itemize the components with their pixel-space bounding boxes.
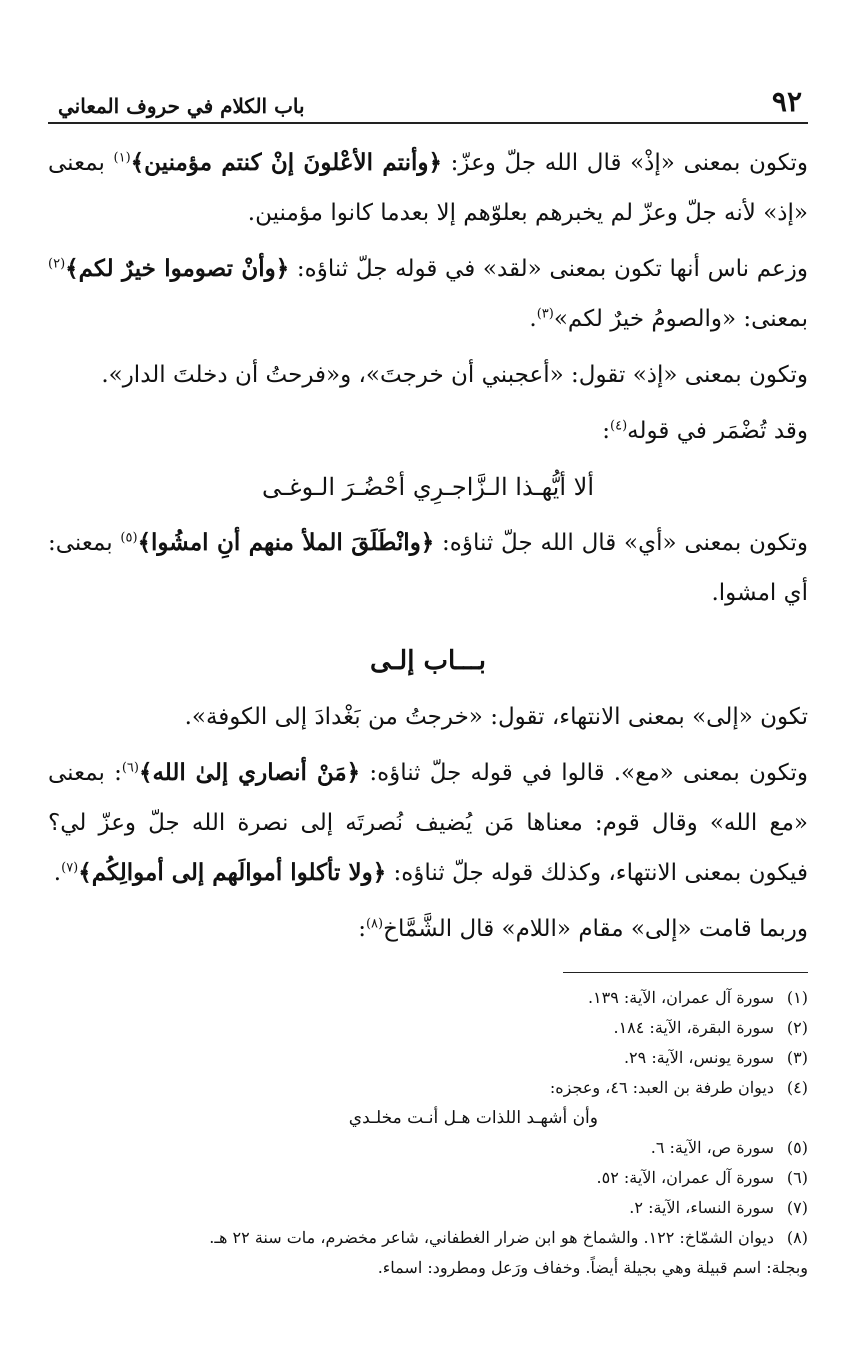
footnote-ref: (٣) [536, 306, 554, 322]
quran-quote: ﴿وانْطَلَقَ الملأ منهم أنِ امشُوا﴾ [137, 529, 435, 556]
footnote-text: ديوان طرفة بن العبد: ٤٦، وعجزه: [549, 1078, 774, 1097]
footnote-text: سورة البقرة، الآية: ١٨٤. [613, 1018, 774, 1037]
footnote-text: سورة يونس، الآية: ٢٩. [623, 1048, 774, 1067]
paragraph-text: وقد تُضْمَر في قوله [627, 418, 808, 444]
footnote-ref: (٥) [120, 530, 138, 546]
footnote-verse: وأن أشهـد اللذات هـل أنـت مخلـدي [348, 1108, 598, 1128]
footnote-divider [563, 972, 808, 973]
footnote-text: ديوان الشمّاخ: ١٢٢. والشماخ هو ابن ضرار الغطفاني، شاعر مخضرم، مات سنة ٢٢ هـ. [209, 1228, 774, 1247]
footnote [48, 1193, 808, 1223]
paragraph-text: وتكون بمعنى «مع». قالوا في قوله جلّ ثناؤه: [360, 760, 808, 786]
footnote-text: سورة آل عمران، الآية: ٥٢. [596, 1168, 774, 1187]
paragraph-text: : [602, 418, 611, 444]
paragraph [48, 748, 808, 898]
footnote [48, 1223, 808, 1253]
page-number: ٩٢ [771, 85, 802, 118]
footnote-number: (٦) [786, 1168, 808, 1187]
paragraph-text: بمعنى: «والصومُ خيرٌ لكم» [553, 306, 808, 332]
book-page [48, 78, 808, 1283]
paragraph-text: بمعنى: أي امشوا. [48, 530, 808, 606]
paragraph-text: وتكون بمعنى «أي» قال الله جلّ ثناؤه: [434, 530, 808, 556]
main-text [48, 138, 808, 954]
footnote [48, 1013, 808, 1043]
footnote-text: سورة ص، الآية: ٦. [650, 1138, 774, 1157]
footnote-ref: (٢) [48, 256, 66, 272]
footnote-ref: (٧) [61, 860, 79, 876]
footnote-ref: (٤) [610, 418, 628, 434]
running-title: باب الكلام في حروف المعاني [58, 94, 305, 118]
footnote [48, 983, 808, 1013]
paragraph [48, 244, 808, 344]
footnote-text: سورة النساء، الآية: ٢. [629, 1198, 774, 1217]
footnote-number: (٨) [786, 1228, 808, 1247]
footnote-continuation: وبجلة: اسم قبيلة وهي بجيلة أيضاً. وخفاف ورَعل ومطرود: اسماء. [377, 1258, 808, 1277]
paragraph-text: . [529, 306, 537, 332]
paragraph-text: تكون «إلى» بمعنى الانتهاء، تقول: «خرجتُ من بَغْدادَ إلى الكوفة». [184, 704, 808, 730]
paragraph [48, 904, 808, 954]
footnote [48, 1043, 808, 1073]
footnote-ref: (١) [113, 150, 131, 166]
paragraph [48, 350, 808, 400]
paragraph-text: وزعم ناس أنها تكون بمعنى «لقد» في قوله جلّ ثناؤه: [289, 256, 808, 282]
paragraph [48, 406, 808, 456]
footnote-text: سورة آل عمران، الآية: ١٣٩. [587, 988, 774, 1007]
footnote-number: (٥) [786, 1138, 808, 1157]
section-title: بـــاب إلـى [370, 646, 486, 676]
quran-quote: ﴿مَنْ أنصاري إلىٰ الله﴾ [138, 759, 361, 786]
footnote-number: (٤) [786, 1078, 808, 1097]
quran-quote: ﴿وأنتم الأعْلونَ إنْ كنتم مؤمنين﴾ [130, 149, 442, 176]
quran-quote: ﴿ولا تأكلوا أموالَهم إلى أموالِكُم﴾ [78, 859, 387, 886]
paragraph [48, 518, 808, 618]
paragraph-text: بمعنى «إذ» لأنه جلّ وعزّ لم يخبرهم بعلوّهم إلا بعدما كانوا مؤمنين. [48, 150, 808, 226]
paragraph [48, 692, 808, 742]
paragraph-text: وتكون بمعنى «إذ» تقول: «أعجبني أن خرجتَ»، و«فرحتُ أن دخلتَ الدار». [101, 362, 808, 388]
paragraph [48, 138, 808, 238]
paragraph-text: وربما قامت «إلى» مقام «اللام» قال الشَّمَّاخ [383, 916, 808, 942]
footnote-number: (١) [786, 988, 808, 1007]
footnote [48, 1073, 808, 1103]
paragraph-text: وتكون بمعنى «إذْ» قال الله جلّ وعزّ: [442, 150, 808, 176]
poetry-verse: ألا أيُّهـذا الـزَّاجـرِي أحْضُـرَ الـوغـى [262, 473, 594, 501]
footnote-number: (٧) [786, 1198, 808, 1217]
footnotes [48, 983, 808, 1283]
footnote-ref: (٨) [365, 916, 384, 932]
footnote [48, 1163, 808, 1193]
footnote-number: (٣) [786, 1048, 808, 1067]
quran-quote: ﴿وأنْ تصوموا خيرٌ لكم﴾ [65, 255, 290, 282]
footnote-ref: (٦) [121, 760, 139, 776]
footnote-number: (٢) [786, 1018, 808, 1037]
page-header [48, 78, 808, 124]
paragraph-text: . [53, 860, 62, 886]
paragraph-text: : بمعنى «مع الله» وقال قوم: معناها مَن يُضيف نُصرتَه إلى نصرة الله جلّ وعزّ لي؟ فيكون بمعنى الانتهاء، وكذلك قوله جلّ ثناؤه: [48, 760, 808, 886]
paragraph-text: : [358, 916, 366, 942]
footnote [48, 1133, 808, 1163]
